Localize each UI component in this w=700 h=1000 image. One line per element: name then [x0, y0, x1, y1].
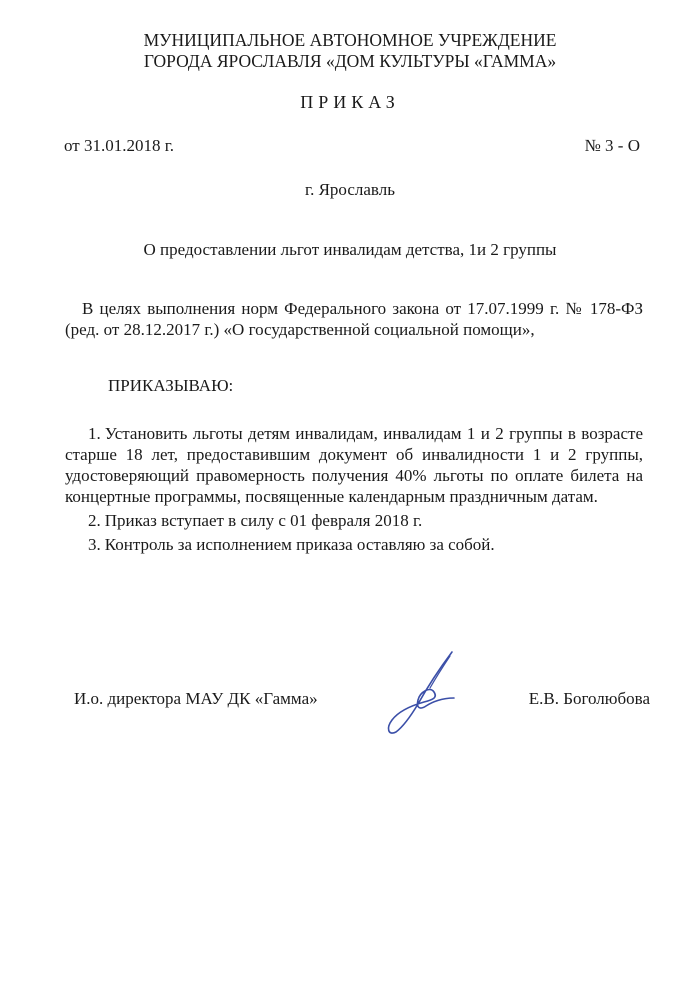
organization-line-2: ГОРОДА ЯРОСЛАВЛЯ «ДОМ КУЛЬТУРЫ «ГАММА» — [143, 51, 557, 71]
order-items-list — [65, 423, 643, 558]
order-item-text: Установить льготы детям инвалидам, инвалидам 1 и 2 группы в возрасте старше 18 лет, предоставившим документ об инвалидности 1 и 2 группы, удостоверяющий правомерность получения 40% льготы по оплате билета на концертные программы, посвященные календарным праздничным датам. — [65, 424, 643, 506]
document-subject: О предоставлении льгот инвалидам детства, 1и 2 группы — [143, 240, 557, 259]
order-item-number: 1. — [88, 424, 101, 443]
order-item-text: Приказ вступает в силу с 01 февраля 2018 г. — [104, 511, 423, 530]
preamble-paragraph: В целях выполнения норм Федерального закона от 17.07.1999 г. № 178-ФЗ (ред. от 28.12.2017 г.) «О государственной социальной помощи», — [65, 299, 643, 339]
order-item — [65, 423, 643, 507]
order-item — [65, 534, 643, 555]
signatory-position: И.о. директора МАУ ДК «Гамма» — [74, 689, 318, 708]
order-heading: ПРИКАЗЫВАЮ: — [108, 376, 234, 395]
organization-header — [0, 30, 700, 72]
document-type-title: ПРИКАЗ — [300, 92, 400, 112]
order-item — [65, 510, 643, 531]
document-date: от 31.01.2018 г. — [64, 136, 175, 155]
order-item-number: 3. — [88, 535, 101, 554]
order-item-number: 2. — [88, 511, 101, 530]
signatory-name: Е.В. Боголюбова — [528, 689, 650, 708]
organization-line-1: МУНИЦИПАЛЬНОЕ АВТОНОМНОЕ УЧРЕЖДЕНИЕ — [143, 30, 557, 50]
order-item-text: Контроль за исполнением приказа оставляю за собой. — [104, 535, 495, 554]
document-number: № 3 - О — [584, 136, 640, 155]
document-city: г. Ярославль — [305, 180, 395, 199]
handwritten-signature-icon — [380, 648, 470, 738]
